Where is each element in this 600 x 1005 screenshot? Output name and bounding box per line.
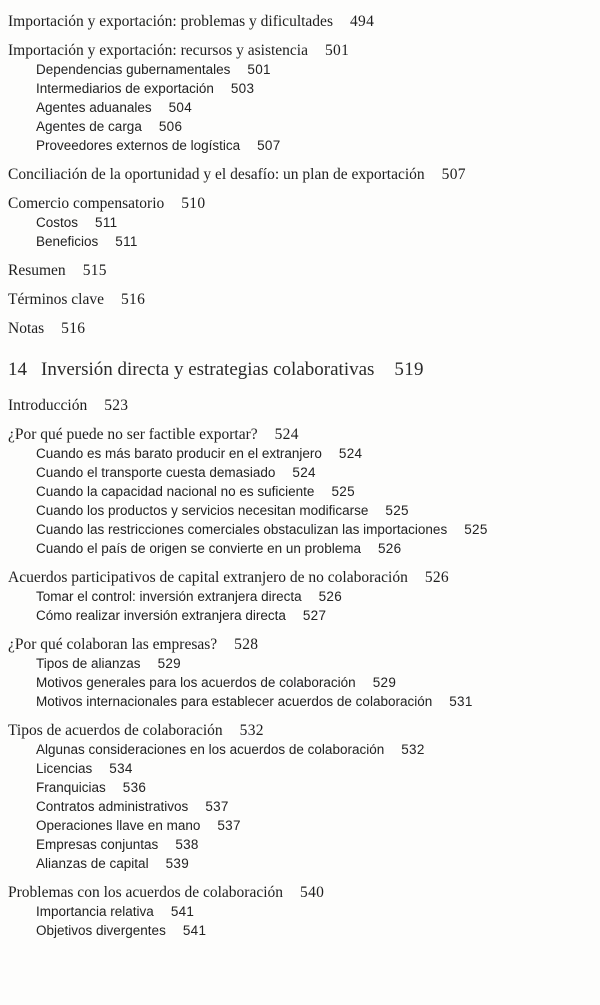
entry-title: Cómo realizar inversión extranjera directa (36, 608, 286, 623)
entry-page-number: 525 (385, 503, 409, 518)
entry-title: Importación y exportación: problemas y dificultades (8, 13, 333, 30)
toc-entry (8, 117, 590, 136)
toc-entry (8, 290, 590, 309)
toc-entry (8, 778, 590, 797)
entry-title: Tipos de alianzas (36, 656, 141, 671)
entry-title: Importación y exportación: recursos y asistencia (8, 42, 308, 59)
entry-title: ¿Por qué puede no ser factible exportar? (8, 426, 258, 443)
toc-entry (8, 60, 590, 79)
entry-page-number: 524 (338, 446, 363, 461)
entry-title: Franquicias (36, 780, 106, 795)
entry-page-number: 531 (449, 694, 473, 709)
entry-title: Cuando la capacidad nacional no es suficiente (36, 484, 315, 499)
entry-title: Costos (36, 215, 79, 230)
entry-title: Comercio compensatorio (8, 195, 165, 212)
toc-entry (8, 654, 590, 673)
toc-entry (8, 635, 590, 654)
entry-page-number: 529 (372, 675, 397, 690)
entry-page-number: 532 (239, 722, 264, 739)
toc-entry (8, 501, 590, 520)
entry-title: Cuando el transporte cuesta demasiado (36, 465, 276, 480)
entry-page-number: 529 (157, 656, 181, 671)
toc-entry (8, 463, 590, 482)
entry-page-number: 523 (104, 397, 129, 414)
entry-page-number: 504 (168, 100, 193, 115)
entry-title: Beneficios (36, 234, 99, 249)
toc-chapter-heading (8, 358, 590, 382)
toc-entry (8, 797, 590, 816)
toc-entry (8, 520, 590, 539)
toc-entry (8, 444, 590, 463)
entry-title: Acuerdos participativos de capital extranjero de no colaboración (8, 569, 408, 586)
entry-page-number: 510 (181, 195, 206, 212)
entry-page-number: 528 (234, 636, 259, 653)
entry-page-number: 501 (325, 42, 350, 59)
entry-page-number: 524 (292, 465, 316, 480)
toc-entry (8, 482, 590, 501)
toc-entry (8, 921, 590, 940)
entry-title: Empresas conjuntas (36, 837, 159, 852)
entry-title: Intermediarios de exportación (36, 81, 214, 96)
entry-page-number: 534 (109, 761, 133, 776)
toc-entry (8, 854, 590, 873)
entry-title: Motivos internacionales para establecer acuerdos de colaboración (36, 694, 433, 709)
table-of-contents (8, 12, 590, 940)
entry-title: Operaciones llave en mano (36, 818, 201, 833)
toc-entry (8, 136, 590, 155)
toc-entry (8, 835, 590, 854)
entry-page-number: 532 (401, 742, 425, 757)
toc-entry (8, 425, 590, 444)
entry-page-number: 526 (424, 569, 449, 586)
entry-title: Licencias (36, 761, 93, 776)
toc-entry (8, 759, 590, 778)
entry-title: Proveedores externos de logística (36, 138, 241, 153)
entry-title: Objetivos divergentes (36, 923, 166, 938)
toc-entry (8, 232, 590, 251)
entry-page-number: 494 (349, 13, 375, 30)
entry-page-number: 507 (441, 166, 466, 183)
entry-page-number: 537 (217, 818, 241, 833)
entry-page-number: 539 (165, 856, 190, 871)
entry-title: Agentes aduanales (36, 100, 152, 115)
entry-title: Cuando es más barato producir en el extranjero (36, 446, 322, 461)
entry-title: Alianzas de capital (36, 856, 149, 871)
entry-page-number: 541 (182, 923, 207, 938)
entry-page-number: 538 (175, 837, 199, 852)
entry-title: ¿Por qué colaboran las empresas? (8, 636, 218, 653)
toc-entry (8, 587, 590, 606)
toc-entry (8, 721, 590, 740)
entry-page-number: 519 (394, 359, 424, 380)
entry-title: Agentes de carga (36, 119, 142, 134)
entry-page-number: 506 (158, 119, 183, 134)
entry-title: Algunas consideraciones en los acuerdos de colaboración (36, 742, 385, 757)
entry-title: Dependencias gubernamentales (36, 62, 231, 77)
entry-page-number: 525 (331, 484, 355, 499)
entry-title: Conciliación de la oportunidad y el desafío: un plan de exportación (8, 166, 425, 183)
toc-entry (8, 79, 590, 98)
entry-title: Inversión directa y estrategias colaborativas (41, 359, 375, 380)
entry-title: Tipos de acuerdos de colaboración (8, 722, 223, 739)
toc-entry (8, 740, 590, 759)
entry-page-number: 511 (95, 215, 118, 230)
toc-entry (8, 673, 590, 692)
toc-entry (8, 194, 590, 213)
toc-entry (8, 319, 590, 338)
entry-page-number: 516 (61, 320, 86, 337)
entry-title: Resumen (8, 262, 66, 279)
entry-page-number: 541 (170, 904, 195, 919)
toc-entry (8, 98, 590, 117)
chapter-number: 14 (8, 359, 27, 380)
toc-entry (8, 165, 590, 184)
entry-title: Contratos administrativos (36, 799, 189, 814)
entry-page-number: 537 (205, 799, 229, 814)
toc-entry (8, 396, 590, 415)
toc-entry (8, 902, 590, 921)
toc-entry (8, 12, 590, 31)
toc-entry (8, 692, 590, 711)
entry-page-number: 503 (230, 81, 255, 96)
entry-page-number: 527 (302, 608, 327, 623)
entry-title: Cuando los productos y servicios necesitan modificarse (36, 503, 369, 518)
entry-title: Cuando el país de origen se convierte en un problema (36, 541, 361, 556)
entry-title: Introducción (8, 397, 88, 414)
entry-page-number: 525 (464, 522, 488, 537)
entry-title: Problemas con los acuerdos de colaboración (8, 884, 284, 901)
toc-entry (8, 606, 590, 625)
entry-page-number: 526 (318, 589, 343, 604)
toc-entry (8, 568, 590, 587)
entry-page-number: 536 (122, 780, 147, 795)
entry-title: Notas (8, 320, 45, 337)
toc-entry (8, 41, 590, 60)
toc-entry (8, 539, 590, 558)
entry-page-number: 501 (247, 62, 271, 77)
entry-page-number: 507 (257, 138, 281, 153)
entry-page-number: 524 (274, 426, 299, 443)
entry-title: Motivos generales para los acuerdos de colaboración (36, 675, 356, 690)
entry-title: Términos clave (8, 291, 104, 308)
entry-title: Cuando las restricciones comerciales obstaculizan las importaciones (36, 522, 448, 537)
toc-entry (8, 883, 590, 902)
entry-page-number: 526 (377, 541, 402, 556)
entry-title: Importancia relativa (36, 904, 154, 919)
entry-page-number: 511 (115, 234, 138, 249)
toc-entry (8, 261, 590, 280)
entry-page-number: 515 (82, 262, 107, 279)
toc-entry (8, 213, 590, 232)
entry-title: Tomar el control: inversión extranjera directa (36, 589, 302, 604)
entry-page-number: 540 (300, 884, 325, 901)
entry-page-number: 516 (120, 291, 146, 308)
toc-entry (8, 816, 590, 835)
